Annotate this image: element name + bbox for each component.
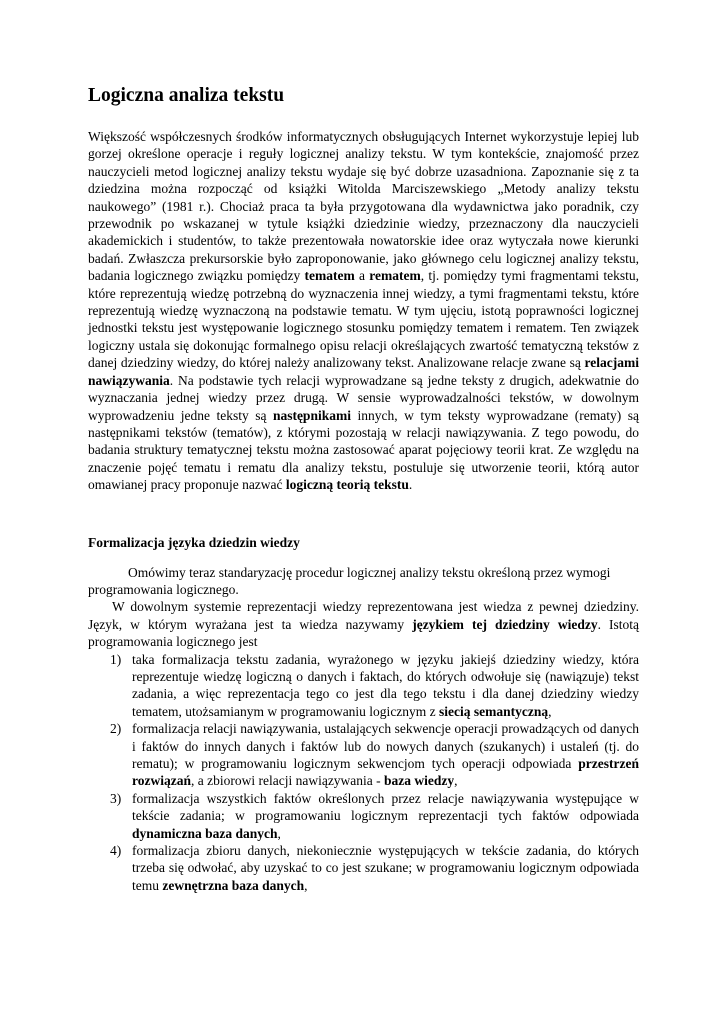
- section-paragraph-1: Omówimy teraz standaryzację procedur logicznej analizy tekstu określoną przez wymogi programowania logicznego.: [88, 564, 611, 597]
- section-heading: Formalizacja języka dziedzin wiedzy: [88, 534, 300, 550]
- bold-term-remat: rematem: [369, 268, 421, 284]
- bold-term: baza wiedzy: [384, 773, 455, 789]
- section-paragraph-2: [88, 598, 639, 650]
- text-run: ,: [548, 703, 552, 719]
- bold-term-relacje: relacjami nawiązywania: [88, 355, 639, 388]
- text-run: formalizacja relacji nawiązywania, ustalających sekwencje operacji prowadzących od danych i faktów do innych danych i faktów lub do nowych danych (szukanych) i ustaleń (tj. do rematu); w programowaniu logicznym sekwencjom tych operacji odpowiada: [132, 721, 639, 771]
- text-run: .: [408, 477, 413, 493]
- bold-term: siecią semantyczną: [439, 703, 549, 719]
- text-run: , a zbiorowi relacji nawiązywania -: [191, 773, 385, 789]
- list-number: 1): [110, 651, 122, 667]
- text-run: . Istotą programowania logicznego jest: [88, 616, 640, 650]
- text-run: Większość współczesnych środków informatycznych obsługujących Internet wykorzystuje lepiej lub gorzej określone operacje i reguły logicznej analizy tekstu. W tym kontekście, znajomość przez nauczycieli metod logicznej analizy tekstu wydaje się być dobrze uzasadniona. Zapoznanie się z ta dziedzina można rozpocząć od książki Witolda Marciszewskiego „Metody analizy tekstu naukowego” (1981 r.). Chociaż praca ta była przygotowana dla wydawnictwa jako poradnik, czy przewodnik po wskazanej w tytule książki dziedzinie wiedzy, przeznaczony dla nauczycieli akademickich i studentów, to także prezentowała nowatorskie idee oraz wytyczała nowe kierunki badań. Zwłaszcza prekursorskie było zaproponowanie, jako głównego celu logicznej analizy tekstu, badania logicznego związku pomiędzy: [88, 129, 639, 284]
- numbered-list: [88, 651, 639, 895]
- text-run: a: [354, 268, 370, 284]
- list-item: [88, 790, 639, 842]
- bold-term: zewnętrzna baza danych: [162, 877, 305, 893]
- text-run: W dowolnym systemie reprezentacji wiedzy reprezentowana jest wiedza z pewnej dziedziny. Język, w którym wyrażana jest ta wiedza nazywamy: [88, 599, 639, 632]
- text-run: ,: [304, 877, 308, 893]
- list-item: [88, 720, 639, 790]
- text-run: formalizacja wszystkich faktów określonych przez relacje nawiązywania występujące w tekście zadania; w programowaniu logicznym reprezentacji tych faktów odpowiada: [132, 790, 639, 824]
- bold-term-jezyk: językiem tej dziedziny wiedzy: [412, 616, 598, 632]
- text-run: taka formalizacja tekstu zadania, wyrażonego w języku jakiejś dziedziny wiedzy, która reprezentuje wiedzę logiczną o danych i faktach, do których odwołuje się (nawiązuje) tekst zadania, a więc reprezentacja tego co jest dla tego tekstu i dla danej dziedziny wiedzy tematem, utożsamianym w programowaniu logicznym z: [132, 651, 639, 719]
- text-run: , tj. pomiędzy tymi fragmentami tekstu, które reprezentują wiedzę potrzebną do wyznaczenia innej wiedzy, a tymi fragmentami tekstu, które reprezentują wiedzę wyznaczoną na podstawie tematu. W tym ujęciu, istotą poprawności logicznej jednostki tekstu jest występowanie logicznego stosunku pomiędzy tematem i rematem. Ten związek logiczny ustala się dokonując formalnego opisu relacji określających zwartość tematyczną tekstów z danej dziedziny wiedzy, do której należy analizowany tekst. Analizowane relacje zwane są: [88, 268, 639, 371]
- list-number: 2): [110, 721, 122, 737]
- text-run: ,: [277, 825, 281, 841]
- text-run: ,: [454, 773, 458, 789]
- document-page: [88, 84, 639, 894]
- document-title: Logiczna analiza tekstu: [88, 85, 285, 106]
- list-number: 4): [110, 843, 122, 859]
- text-run: . Na podstawie tych relacji wyprowadzane są jedne teksty z drugich, adekwatnie do wyznaczania jednej wiedzy przez drugą. W sensie wyprowadzalności tekstów, w dowolnym wyprowadzeniu jedne teksty są: [88, 372, 639, 423]
- text-run: formalizacja zbioru danych, niekoniecznie występujących w tekście zadania, do których trzeba się odwołać, aby uzyskać to co jest szukane; w programowaniu logicznym odpowiada temu: [132, 843, 639, 893]
- bold-term: przestrzeń rozwiązań: [132, 756, 639, 789]
- intro-paragraph: [88, 128, 639, 494]
- bold-term-temat: tematem: [304, 268, 355, 284]
- bold-term-teoria: logiczną teorią tekstu: [285, 477, 409, 493]
- text-run: innych, w tym teksty wyprowadzane (rematy) są następnikami tekstów (tematów), z którymi pozostają w relacji nawiązywania. Z tego powodu, do badania struktury tematycznej tekstu można zastosować aparat pojęciowy teorii krat. Ze względu na znaczenie pojęć tematu i rematu dla analizy tekstu, postuluje się utworzenie teorii, którą autor omawianej pracy proponuje nazwać: [88, 407, 639, 493]
- list-item: [88, 651, 639, 721]
- list-number: 3): [110, 790, 122, 806]
- bold-term-nastepniki: następnikami: [272, 407, 351, 423]
- bold-term: dynamiczna baza danych: [132, 825, 278, 841]
- list-item: [88, 842, 639, 894]
